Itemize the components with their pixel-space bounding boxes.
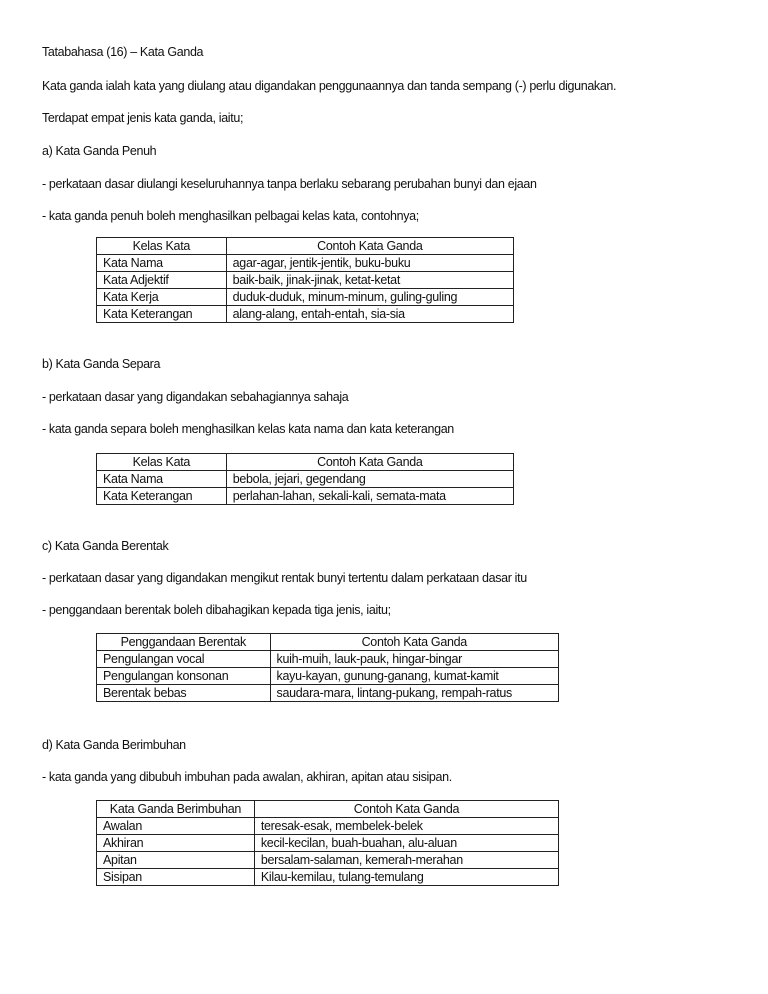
header-cell: Contoh Kata Ganda — [270, 634, 558, 651]
table-cell: kecil-kecilan, buah-buahan, alu-aluan — [254, 835, 558, 852]
table-row — [97, 272, 514, 289]
table-cell: kayu-kayan, gunung-ganang, kumat-kamit — [270, 668, 558, 685]
desc-separa-2: - kata ganda separa boleh menghasilkan kelas kata nama dan kata keterangan — [42, 422, 454, 436]
table-row — [97, 289, 514, 306]
table-cell: Berentak bebas — [97, 685, 271, 702]
header-cell: Kelas Kata — [97, 454, 227, 471]
heading-berimbuhan: d) Kata Ganda Berimbuhan — [42, 738, 186, 752]
table-cell: teresak-esak, membelek-belek — [254, 818, 558, 835]
header-cell: Penggandaan Berentak — [97, 634, 271, 651]
table-cell: Kilau-kemilau, tulang-temulang — [254, 869, 558, 886]
table-cell: saudara-mara, lintang-pukang, rempah-ratus — [270, 685, 558, 702]
table-row — [97, 255, 514, 272]
table-cell: bersalam-salaman, kemerah-merahan — [254, 852, 558, 869]
table-cell: Akhiran — [97, 835, 255, 852]
table-berentak — [96, 633, 559, 702]
types-intro: Terdapat empat jenis kata ganda, iaitu; — [42, 111, 244, 125]
table-cell: baik-baik, jinak-jinak, ketat-ketat — [226, 272, 513, 289]
table-row — [97, 685, 559, 702]
table-row — [97, 471, 514, 488]
table-row — [97, 488, 514, 505]
table-cell: alang-alang, entah-entah, sia-sia — [226, 306, 513, 323]
desc-berimbuhan-1: - kata ganda yang dibubuh imbuhan pada awalan, akhiran, apitan atau sisipan. — [42, 770, 452, 784]
table-header-row — [97, 634, 559, 651]
table-cell: Kata Keterangan — [97, 306, 227, 323]
table-header-row — [97, 238, 514, 255]
table-row — [97, 852, 559, 869]
table-cell: agar-agar, jentik-jentik, buku-buku — [226, 255, 513, 272]
heading-separa: b) Kata Ganda Separa — [42, 357, 161, 371]
table-cell: Sisipan — [97, 869, 255, 886]
heading-penuh: a) Kata Ganda Penuh — [42, 144, 157, 158]
table-cell: Kata Kerja — [97, 289, 227, 306]
table-cell: Pengulangan vocal — [97, 651, 271, 668]
table-row — [97, 651, 559, 668]
table-separa — [96, 453, 514, 505]
desc-berentak-2: - penggandaan berentak boleh dibahagikan kepada tiga jenis, iaitu; — [42, 603, 391, 617]
table-row — [97, 835, 559, 852]
header-cell: Contoh Kata Ganda — [254, 801, 558, 818]
table-cell: duduk-duduk, minum-minum, guling-guling — [226, 289, 513, 306]
table-cell: Kata Nama — [97, 471, 227, 488]
desc-separa-1: - perkataan dasar yang digandakan sebahagiannya sahaja — [42, 390, 349, 404]
table-header-row — [97, 801, 559, 818]
table-cell: perlahan-lahan, sekali-kali, semata-mata — [226, 488, 513, 505]
heading-berentak: c) Kata Ganda Berentak — [42, 539, 169, 553]
table-row — [97, 818, 559, 835]
desc-penuh-1: - perkataan dasar diulangi keseluruhannya tanpa berlaku sebarang perubahan bunyi dan ejaan — [42, 177, 537, 191]
table-row — [97, 306, 514, 323]
table-cell: Apitan — [97, 852, 255, 869]
table-penuh — [96, 237, 514, 323]
table-cell: Kata Adjektif — [97, 272, 227, 289]
table-row — [97, 668, 559, 685]
document-title: Tatabahasa (16) – Kata Ganda — [42, 45, 204, 59]
table-cell: Kata Nama — [97, 255, 227, 272]
table-cell: bebola, jejari, gegendang — [226, 471, 513, 488]
header-cell: Contoh Kata Ganda — [226, 238, 513, 255]
table-cell: Kata Keterangan — [97, 488, 227, 505]
header-cell: Kelas Kata — [97, 238, 227, 255]
table-cell: kuih-muih, lauk-pauk, hingar-bingar — [270, 651, 558, 668]
header-cell: Kata Ganda Berimbuhan — [97, 801, 255, 818]
table-row — [97, 869, 559, 886]
desc-berentak-1: - perkataan dasar yang digandakan mengikut rentak bunyi tertentu dalam perkataan dasar itu — [42, 571, 527, 585]
table-cell: Awalan — [97, 818, 255, 835]
desc-penuh-2: - kata ganda penuh boleh menghasilkan pelbagai kelas kata, contohnya; — [42, 209, 419, 223]
header-cell: Contoh Kata Ganda — [226, 454, 513, 471]
table-cell: Pengulangan konsonan — [97, 668, 271, 685]
table-header-row — [97, 454, 514, 471]
intro-paragraph: Kata ganda ialah kata yang diulang atau digandakan penggunaannya dan tanda sempang (-) perlu digunakan. — [42, 79, 617, 93]
table-berimbuhan — [96, 800, 559, 886]
